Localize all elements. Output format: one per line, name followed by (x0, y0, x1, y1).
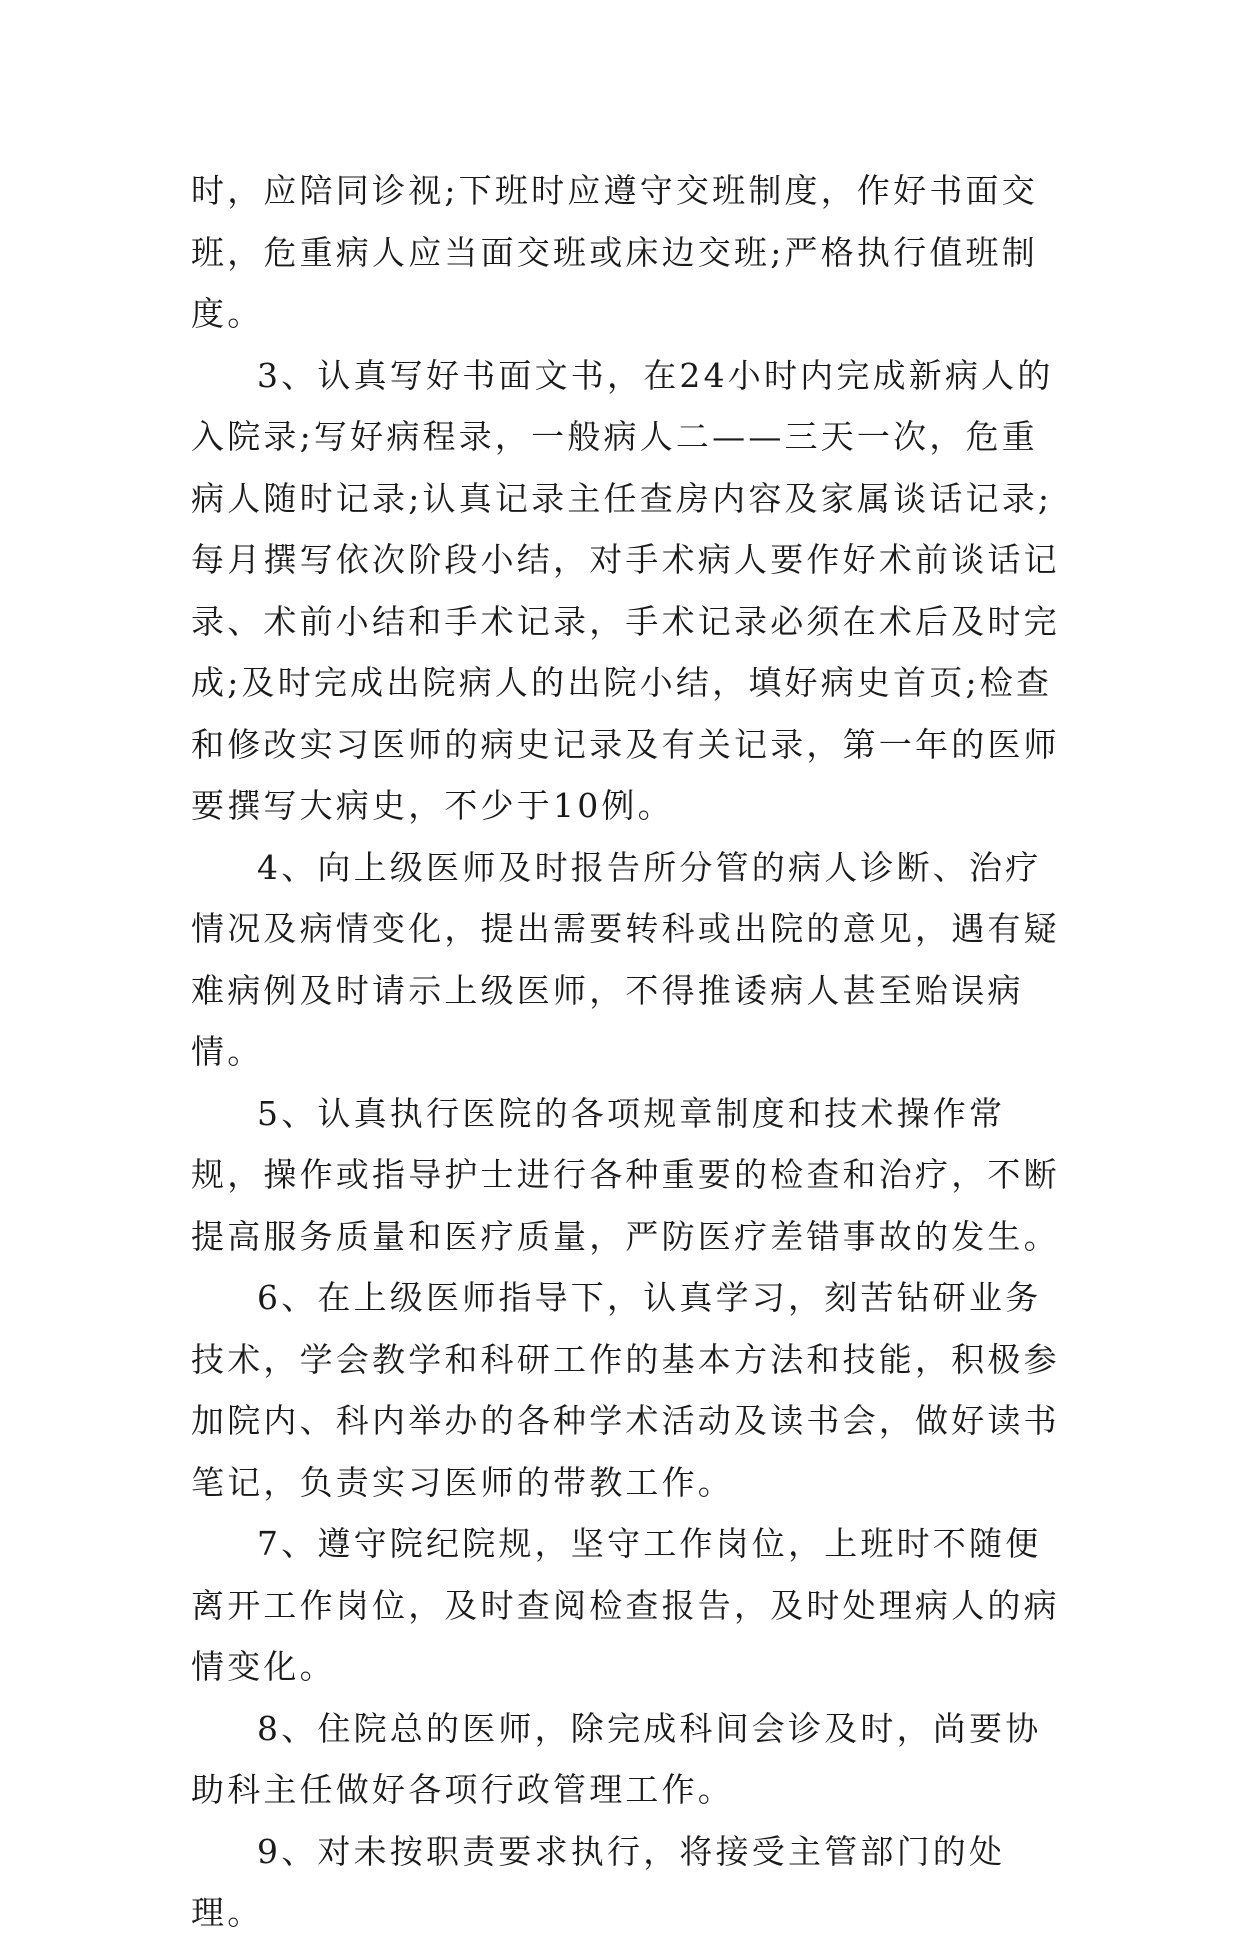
paragraph-item-7: 7、遵守院纪院规，坚守工作岗位，上班时不随便离开工作岗位，及时查阅检查报告，及时处理病人的病情变化。 (191, 1524, 1060, 1686)
paragraph-item-8: 8、住院总的医师，除完成科间会诊及时，尚要协助科主任做好各项行政管理工作。 (191, 1708, 1042, 1809)
paragraph-item-4: 4、向上级医师及时报告所分管的病人诊断、治疗情况及病情变化，提出需要转科或出院的意见，遇有疑难病例及时请示上级医师，不得推诿病人甚至贻误病情。 (191, 847, 1060, 1071)
paragraph-item-6: 6、在上级医师指导下，认真学习，刻苦钻研业务技术，学会教学和科研工作的基本方法和技能，积极参加院内、科内举办的各种学术活动及读书会，做好读书笔记，负责实习医师的带教工作。 (191, 1278, 1060, 1502)
document-body (191, 160, 1071, 1944)
paragraph-continuation: 时，应陪同诊视;下班时应遵守交班制度，作好书面交班，危重病人应当面交班或床边交班;严格执行值班制度。 (191, 171, 1038, 333)
paragraph-item-5: 5、认真执行医院的各项规章制度和技术操作常规，操作或指导护士进行各种重要的检查和治疗，不断提高服务质量和医疗质量，严防医疗差错事故的发生。 (191, 1093, 1060, 1256)
paragraph-item-9: 9、对未按职责要求执行，将接受主管部门的处理。 (191, 1831, 1006, 1932)
paragraph-item-3: 3、认真写好书面文书，在24小时内完成新病人的入院录;写好病程录，一般病人二——三天一次，危重病人随时记录;认真记录主任查房内容及家属谈话记录;每月撰写依次阶段小结，对手术病人要作好术前谈话记录、术前小结和手术记录，手术记录必须在术后及时完成;及时完成出院病人的出院小结，填好病史首页;检查和修改实习医师的病史记录及有关记录，第一年的医师要撰写大病史，不少于10例。 (191, 355, 1060, 825)
